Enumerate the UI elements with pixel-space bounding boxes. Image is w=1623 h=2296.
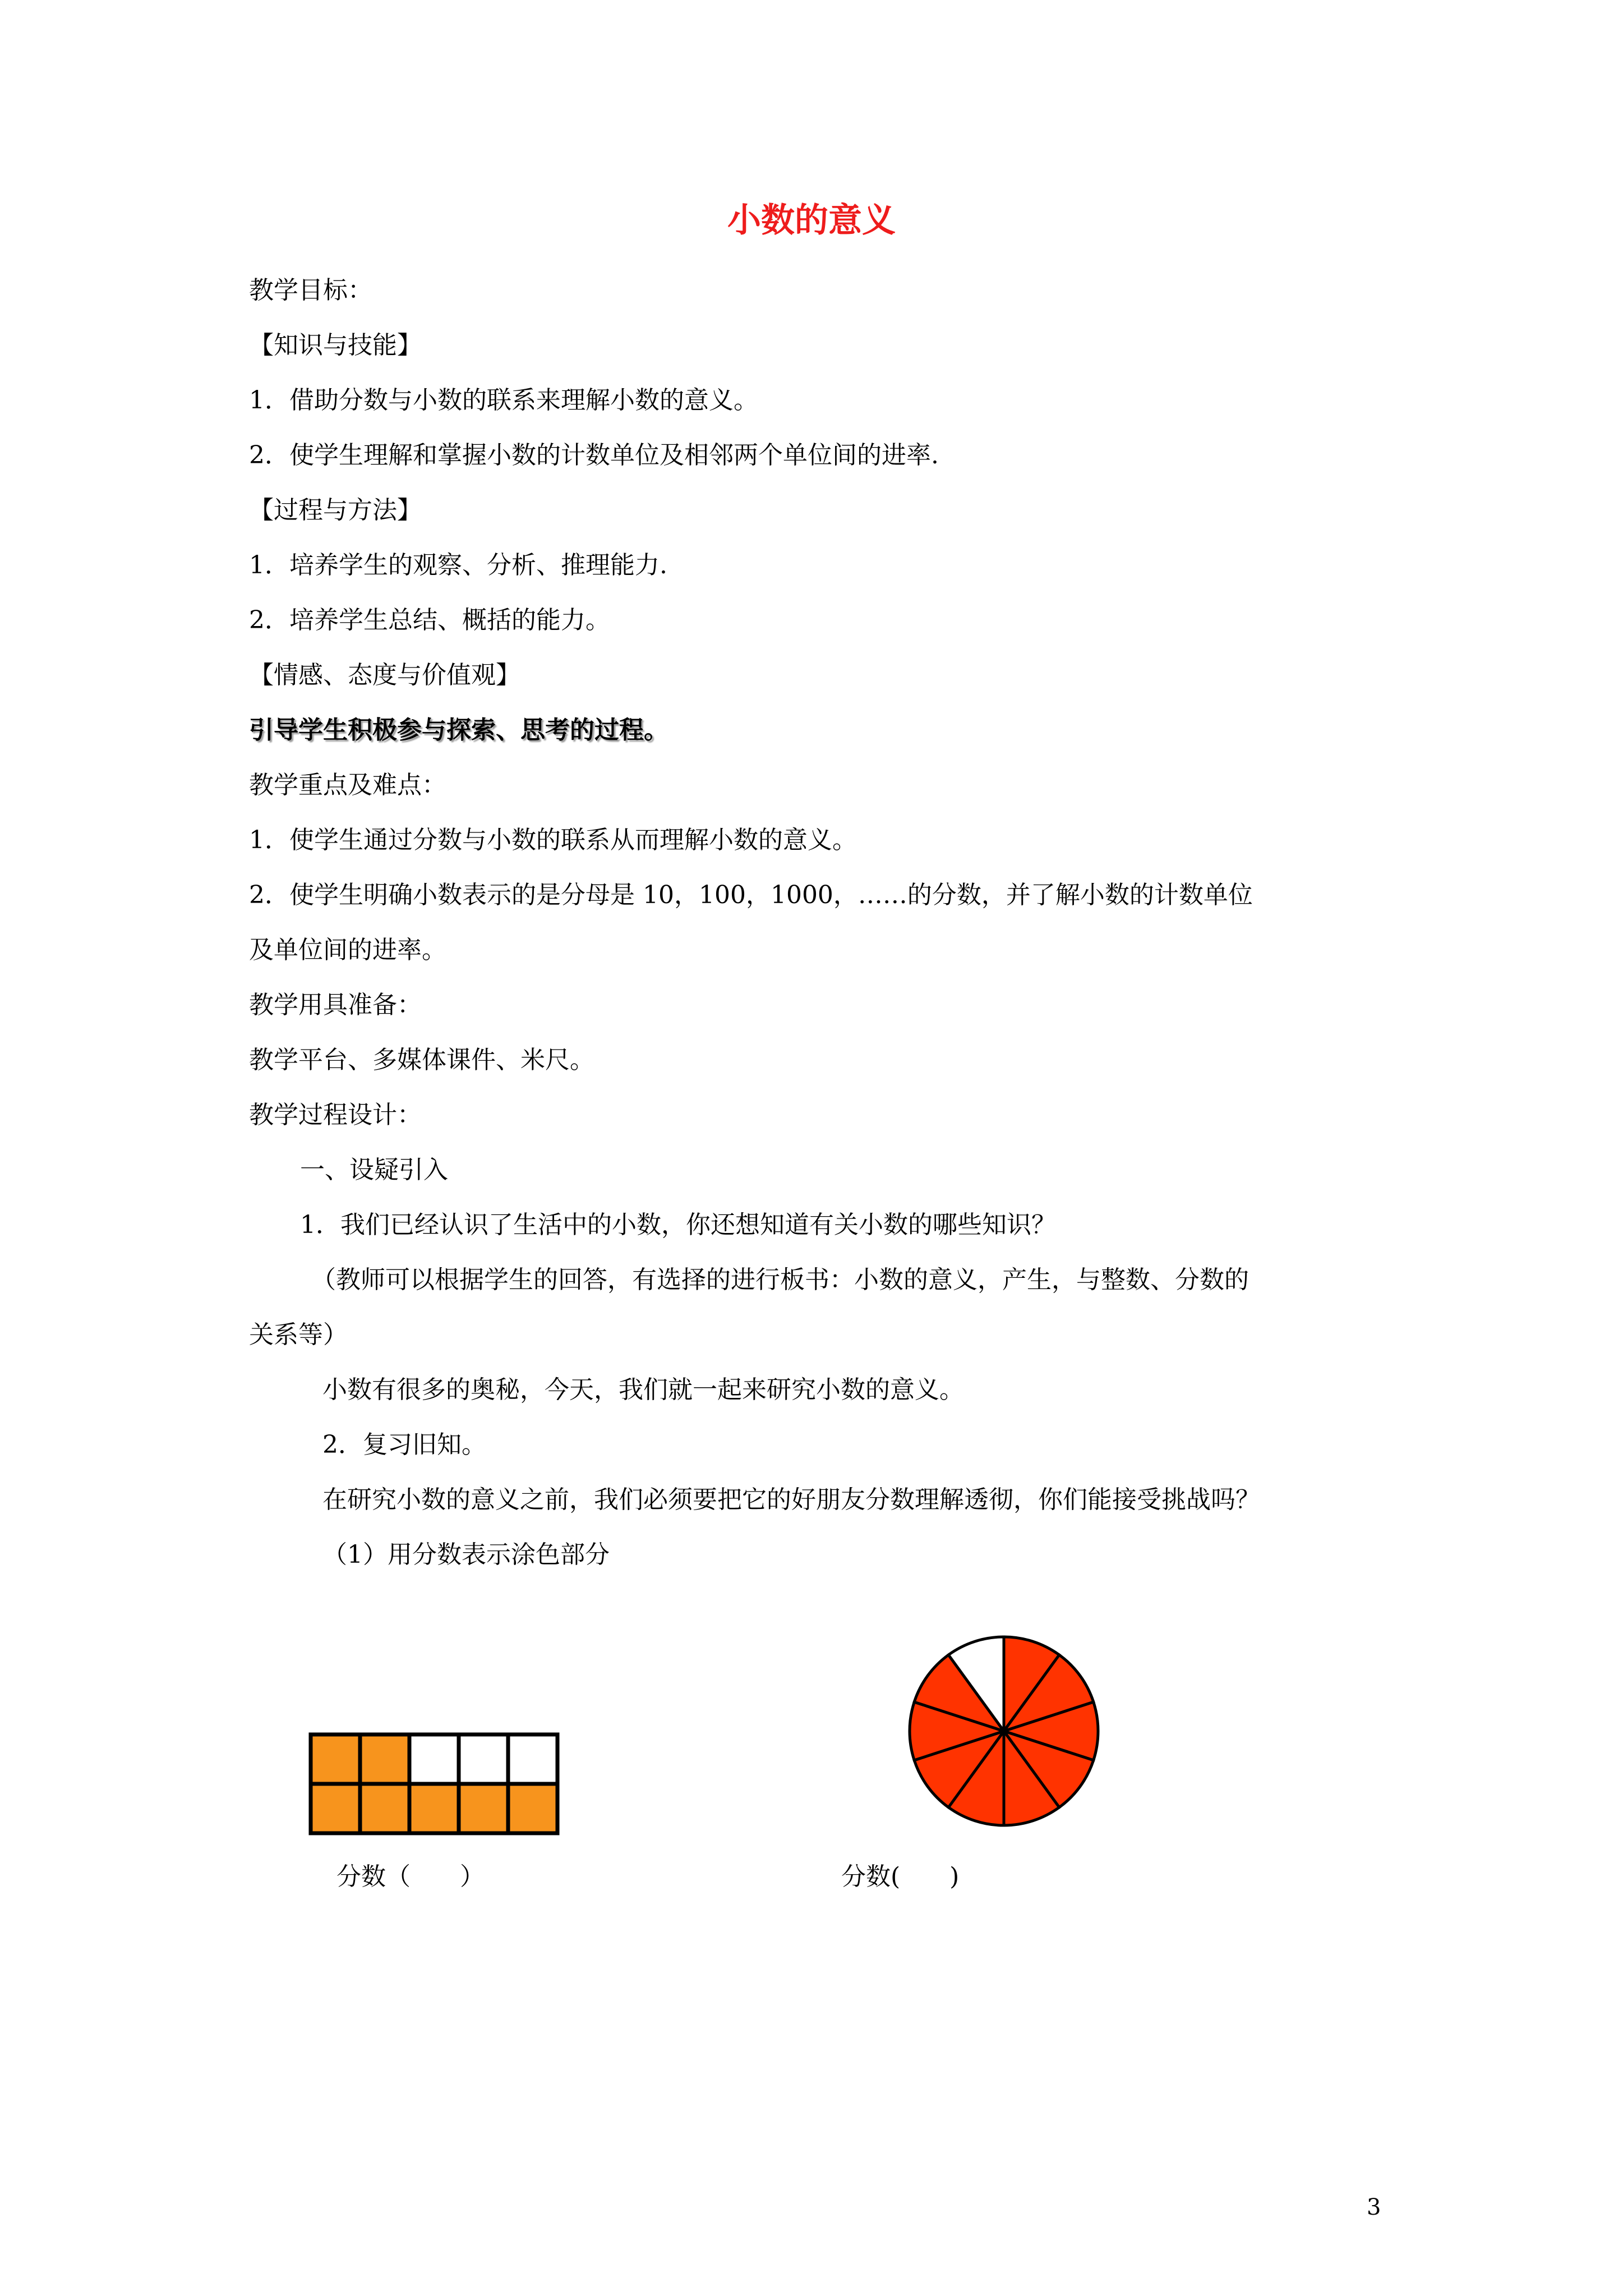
grid-cell-shaded (360, 1734, 409, 1784)
heading-key-points: 教学重点及难点： (249, 771, 446, 799)
shaded-grid-figure (308, 1732, 561, 1839)
grid-cell-shaded (360, 1784, 409, 1833)
goal-item: 2．培养学生总结、概括的能力。 (249, 606, 610, 634)
key-point-item-continued: 及单位间的进率。 (249, 936, 446, 964)
grid-fraction-answer-label: 分数（ ） (336, 1862, 485, 1891)
grid-cell-shaded (508, 1784, 557, 1833)
paragraph: 1．我们已经认识了生活中的小数，你还想知道有关小数的哪些知识？ (300, 1211, 1056, 1239)
grid-cell-empty (508, 1734, 557, 1784)
page-number: 3 (1367, 2194, 1381, 2220)
goal-item-emphasized: 引导学生积极参与探索、思考的过程。 (249, 716, 668, 744)
paragraph-continued: 关系等） (249, 1320, 348, 1349)
section-heading-introduction: 一、设疑引入 (300, 1156, 448, 1184)
document-title: 小数的意义 (727, 201, 896, 240)
exercise-instruction: （1）用分数表示涂色部分 (322, 1540, 610, 1569)
grid-cell-shaded (409, 1784, 459, 1833)
subheading-process-method: 【过程与方法】 (249, 496, 422, 524)
key-point-item: 1．使学生通过分数与小数的联系从而理解小数的意义。 (249, 826, 857, 854)
grid-cell-shaded (459, 1784, 508, 1833)
grid-cell-empty (409, 1734, 459, 1784)
grid-cell-shaded (311, 1734, 360, 1784)
paragraph: 2．复习旧知。 (322, 1430, 486, 1459)
grid-cell-shaded (311, 1784, 360, 1833)
paragraph: （教师可以根据学生的回答，有选择的进行板书：小数的意义，产生，与整数、分数的 (311, 1266, 1249, 1294)
subheading-emotion-values: 【情感、态度与价值观】 (249, 661, 520, 689)
materials-text: 教学平台、多媒体课件、米尺。 (249, 1046, 594, 1074)
goal-item: 1．借助分数与小数的联系来理解小数的意义。 (249, 386, 758, 415)
grid-cell-empty (459, 1734, 508, 1784)
pie-fraction-answer-label: 分数( ) (841, 1862, 960, 1891)
heading-materials: 教学用具准备： (249, 991, 422, 1019)
paragraph: 在研究小数的意义之前，我们必须要把它的好朋友分数理解透彻，你们能接受挑战吗？ (322, 1485, 1260, 1514)
subheading-knowledge-skills: 【知识与技能】 (249, 331, 422, 360)
goal-item: 2．使学生理解和掌握小数的计数单位及相邻两个单位间的进率. (249, 441, 939, 470)
goal-item: 1．培养学生的观察、分析、推理能力. (249, 551, 667, 579)
heading-teaching-goals: 教学目标： (249, 276, 372, 305)
heading-process-design: 教学过程设计： (249, 1101, 422, 1129)
shaded-pie-figure (906, 1633, 1102, 1829)
key-point-item: 2．使学生明确小数表示的是分母是 10，100，1000，……的分数，并了解小数的计数单位 (249, 881, 1253, 909)
paragraph: 小数有很多的奥秘，今天，我们就一起来研究小数的意义。 (322, 1375, 964, 1404)
